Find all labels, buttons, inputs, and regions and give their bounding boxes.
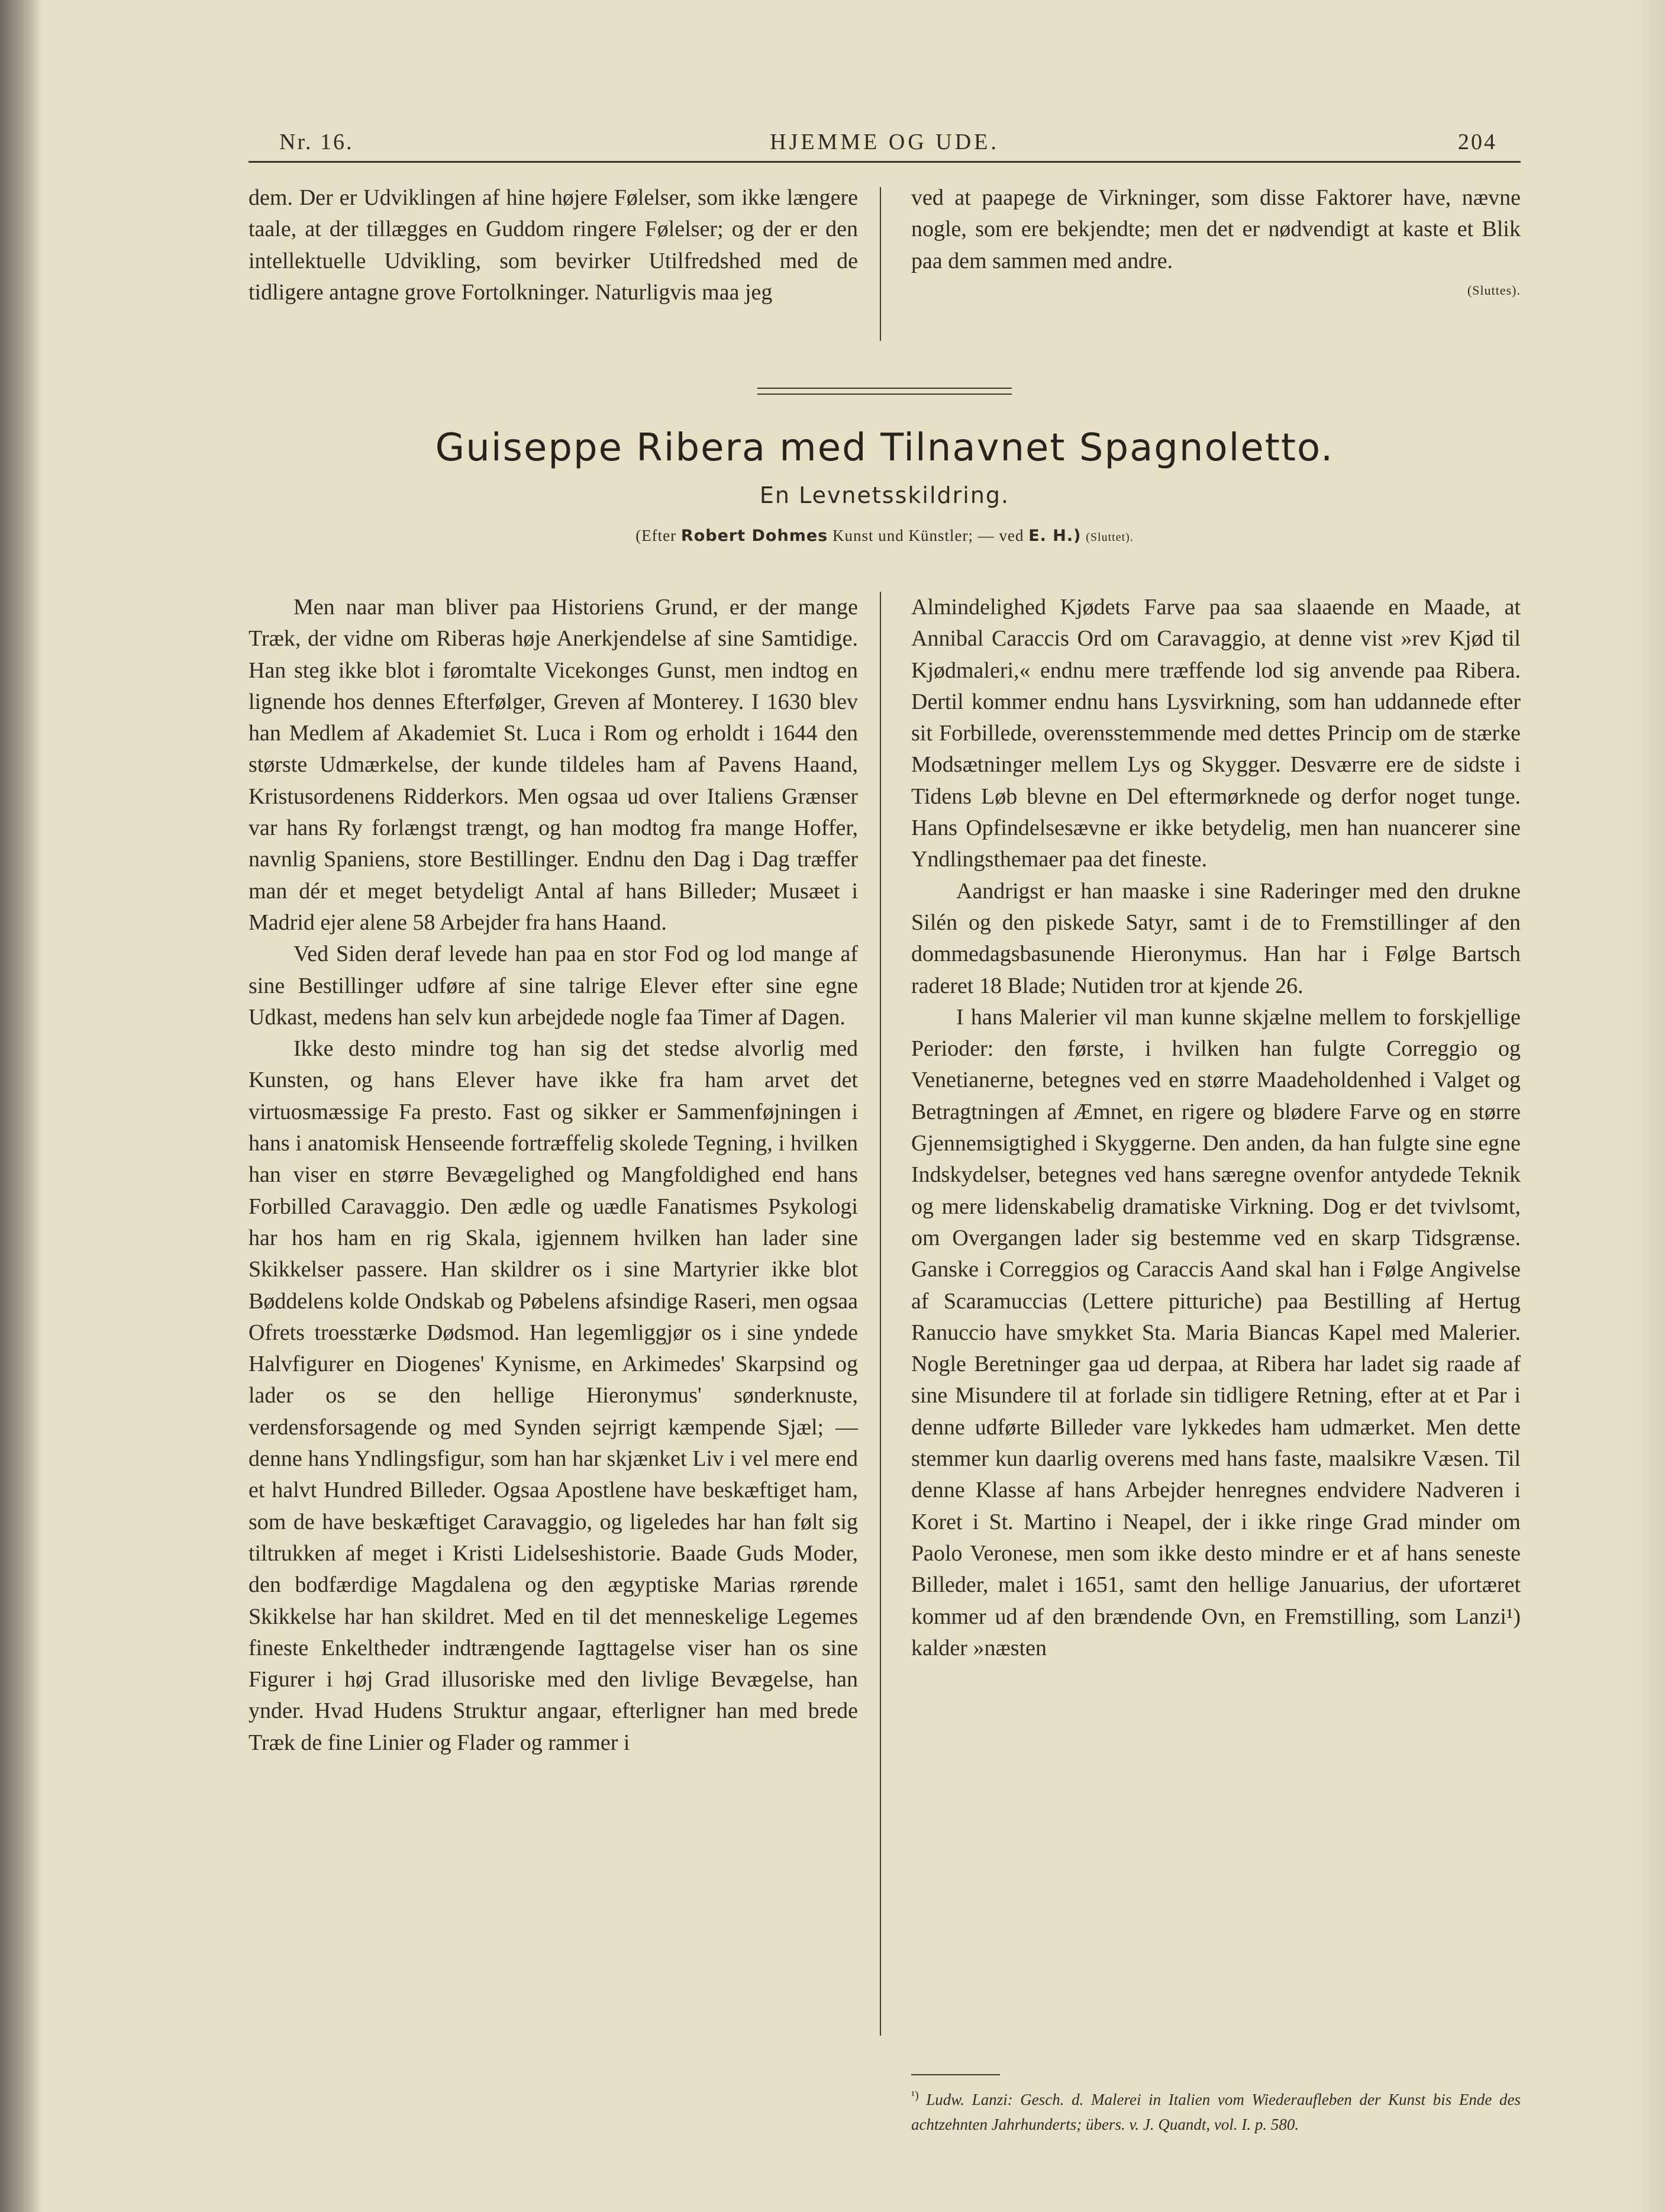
page-edge <box>1629 0 1665 2212</box>
column-rule <box>880 187 881 341</box>
article-credit <box>249 527 1521 545</box>
credit-translator: E. H.) <box>1028 527 1082 545</box>
credit-concluded: (Sluttet). <box>1086 531 1134 544</box>
page-number: 204 <box>1458 130 1497 154</box>
footnote-marker: ¹) <box>911 2089 919 2102</box>
running-head <box>249 118 1521 163</box>
credit-pre: (Efter <box>635 527 677 544</box>
footnote-text: Ludw. Lanzi: Gesch. d. Malerei in Italien vom Wiederaufleben der Kunst bis Ende des achtzehnten Jahrhunderts; übers. v. J. Quandt, vol. I. p. 580. <box>911 2091 1521 2133</box>
page <box>249 118 1521 2133</box>
right-column <box>911 592 1521 1664</box>
journal-title: HJEMME OG UDE. <box>770 130 999 154</box>
paragraph: Ved Siden deraf levede han paa en stor Fod og lod mange af sine Bestillinger udføre af sine talrige Elever efter sine egne Udkast, medens han selv kun arbejdede nogle faa Timer af Dagen. <box>249 941 858 1030</box>
left-column <box>249 592 858 1759</box>
paragraph: Aandrigst er han maaske i sine Raderinger med den drukne Silén og den piskede Satyr, samt i de to Fremstillinger af den dommedagsbasunende Hieronymus. Han har i Følge Bartsch raderet 18 Blade; Nutiden tror at kjende 26. <box>911 878 1521 998</box>
footnote <box>911 2083 1521 2137</box>
section-divider <box>757 388 1012 395</box>
to-be-concluded-note: (Sluttes). <box>1467 282 1521 298</box>
previous-article-left-text: dem. Der er Udviklingen af hine højere Følelser, som ikke længere taale, at der tillægges en Guddom ringere Følelser; og der er den intellektuelle Udvikling, som bevirker Utilfredshed med de tidligere antagne grove Fortolkninger. Naturligvis maa jeg <box>249 185 858 305</box>
paragraph: Men naar man bliver paa Historiens Grund, er der mange Træk, der vidne om Riberas høje Anerkjendelse af sine Samtidige. Han steg ikke blot i føromtalte Vicekonges Gunst, men indtog en lignende hos dennes Efterfølger, Greven af Monterey. I 1630 blev han Medlem af Akademiet St. Luca i Rom og erholdt i 1644 den største Udmærkelse, der kunde tildeles ham af Pavens Haand, Kristusordenens Ridderkors. Men ogsaa ud over Italiens Grænser var hans Ry forlængst trængt, og han modtog fra mange Hoffer, navnlig Spaniens, store Bestillinger. Endnu den Dag i Dag træffer man dér et meget betydeligt Antal af hans Billeder; Musæet i Madrid ejer alene 58 Arbejder fra hans Haand. <box>249 595 858 935</box>
previous-article-right-column <box>911 182 1521 306</box>
issue-number: Nr. 16. <box>279 130 354 154</box>
credit-mid: Kunst und Künstler; — ved <box>832 527 1024 544</box>
book-spine-shadow <box>0 0 41 2212</box>
article-subtitle: En Levnetsskildring. <box>759 482 1010 508</box>
previous-article-right-text: ved at paapege de Virkninger, som disse Faktorer have, nævne nogle, som ere bekjendte; men det er nødvendigt at kaste et Blik paa dem sammen med andre. <box>911 185 1521 273</box>
previous-article-left-column <box>249 182 858 308</box>
paragraph: Ikke desto mindre tog han sig det stedse alvorlig med Kunsten, og hans Elever have ikke fra ham arvet det virtuosmæssige Fa presto. Fast og sikker er Sammenføjningen i hans i anatomisk Henseende fortræffelig skolede Tegning, i hvilken han viser en større Bevægelighed og Mangfoldighed end hans Forbilled Caravaggio. Den ædle og uædle Fanatismes Psykologi har hos ham en rig Skala, igjennem hvilken han lader sine Skikkelser passere. Han skildrer os i sine Martyrier ikke blot Bøddelens kolde Ondskab og Pøbelens afsindige Raseri, men ogsaa Ofrets troesstærke Dødsmod. Han legemliggjør os i sine yndede Halvfigurer en Diogenes' Kynisme, en Arkimedes' Skarpsind og lader os se den hellige Hieronymus' sønderknuste, verdensforsagende og med Synden sejrrigt kæmpende Sjæl; — denne hans Yndlingsfigur, som han har skjænket Liv i vel mere end et halvt Hundred Billeder. Ogsaa Apostlene have beskæftiget ham, som de have beskæftiget Caravaggio, og ligeledes har han følt sig tiltrukken af meget i Kristi Lidelseshistorie. Baade Guds Moder, den bodfærdige Magdalena og den ægyptiske Marias rørende Skikkelse har han skildret. Med en til det menneskelige Legemes fineste Enkeltheder indtrængende Iagttagelse viser han os sine Figurer i høj Grad illusoriske med den livlige Bevægelse, han ynder. Hvad Hudens Struktur angaar, efterligner han med brede Træk de fine Linier og Flader og rammer i <box>249 1036 858 1755</box>
column-rule <box>880 592 881 2036</box>
article-title: Guiseppe Ribera med Tilnavnet Spagnoletto. <box>435 426 1334 470</box>
credit-author: Robert Dohmes <box>680 527 828 545</box>
footnote-rule <box>911 2074 1000 2075</box>
paragraph: I hans Malerier vil man kunne skjælne mellem to forskjellige Perioder: den første, i hvilken han fulgte Correggio og Venetianerne, betegnes ved en større Maadeholdenhed i Valget og Betragtningen af Æmnet, en rigere og blødere Farve og en større Gjennemsigtighed i Skyggerne. Den anden, da han fulgte sine egne Indskydelser, betegnes ved hans særegne ovenfor antydede Teknik og mere lidenskabelig dramatiske Virkning. Dog er det tvivlsomt, om Overgangen lader sig bestemme ved en skarp Tidsgrænse. Ganske i Correggios og Caraccis Aand skal han i Følge Angivelse af Scaramuccias (Lettere pitturiche) paa Bestilling af Hertug Ranuccio have smykket Sta. Maria Biancas Kapel med Malerier. Nogle Beretninger gaa ud derpaa, at Ribera har ladet sig raade af sine Misundere til at forlade sin tidligere Retning, efter at et Par i denne udførte Billeder vare lykkedes ham udmærket. Men dette stemmer kun daarlig overens med hans faste, maalsikre Væsen. Til denne Klasse af hans Arbejder henregnes endvidere Nadveren i Koret i St. Martino i Neapel, der i ikke ringe Grad minder om Paolo Veronese, men som ikke desto mindre er et af hans seneste Billeder, malet i 1651, samt den hellige Januarius, der ufortæret kommer ud af den brændende Ovn, en Fremstilling, som Lanzi¹) kalder »næsten <box>911 1004 1521 1660</box>
paragraph: Almindelighed Kjødets Farve paa saa slaaende en Maade, at Annibal Caraccis Ord om Caravaggio, at denne vist »rev Kjød til Kjødmaleri,« endnu mere træffende lod sig anvende paa Ribera. Dertil kommer endnu hans Lysvirkning, som han uddannede efter sit Forbillede, overensstemmende med dettes Princip om de stærke Modsætninger mellem Lys og Skygger. Desværre ere de sidste i Tidens Løb blevne en Del eftermørknede og derfor noget tunge. Hans Opfindelsesævne er ikke betydelig, men han nuancerer sine Yndlingsthemaer paa det fineste. <box>911 595 1521 872</box>
